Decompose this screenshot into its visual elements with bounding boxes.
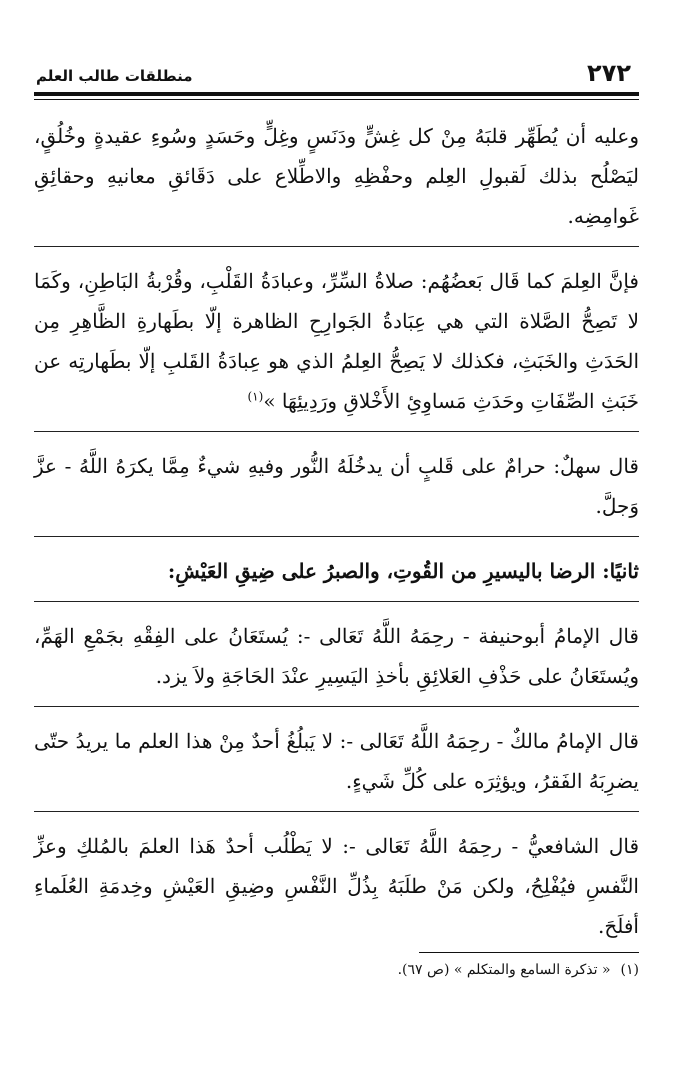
paragraph-divider bbox=[34, 536, 639, 537]
paragraph-purify-heart: وعليه أن يُطَهِّر قلبَهُ مِنْ كل غِشٍّ ودَنَسٍ وغِلٍّ وحَسَدٍ وسُوءِ عقيدةٍ وخُلُقٍ، ليَصْلُح بذلك لَقبولِ العِلم وحفْظِهِ والاطِّلاع على دَقَائقِ معانيهِ وحقائِقِ غَوامِضِه. bbox=[34, 124, 639, 228]
running-title: منطلقات طالب العلم bbox=[36, 67, 193, 85]
paragraph-sahl-quote: قال سهلٌ: حرامٌ على قَلبٍ أن يدخُلَهُ النُّور وفيهِ شيءٌ مِمَّا يكرَهُ اللَّهُ - عزَّ وَجلَّ. bbox=[34, 454, 639, 518]
footnote bbox=[34, 957, 639, 983]
page-number: ٢٧٢ bbox=[587, 59, 631, 87]
paragraph-knowledge-worship-text: فإنَّ العِلمَ كما قَال بَعضُهُم: صلاةُ السِّرِّ، وعبادَةُ القَلْبِ، وقُرْبةُ البَاطِنِ، وكَمَا لا تَصِحُّ الصَّلاة التي هي عِبَادةُ الجَوارِحِ الظاهرة إلّا بطَهارةِ الظَّاهِرِ مِن الحَدَثِ والخَبَثِ، فكذلك لا يَصِحُّ العِلمُ الذي هو عِبادَةُ القَلبِ إلّا بطَهارتِه عن خَبَثِ الصِّفَاتِ وحَدَثِ مَساوِئِ الأَخْلاقِ ورَدِيئِهَا » bbox=[34, 269, 639, 413]
paragraph-divider bbox=[34, 431, 639, 432]
paragraph-divider bbox=[34, 706, 639, 707]
header-rule-thin bbox=[34, 99, 639, 100]
quote-shafii: قال الشافعيُّ - رحِمَهُ اللَّهُ تَعَالى -: لا يَطْلُب أحدٌ هَذا العلمَ بالمُلكِ وعزِّ النَّفسِ فيُفْلِحُ، ولكن مَنْ طلَبَهُ بِذُلِّ النَّفْسِ وضِيقِ العَيْشِ وخِدمَةِ العُلَماءِ أفلَحَ. bbox=[34, 834, 639, 938]
quote-abu-hanifa: قال الإمامُ أبوحنيفة - رحِمَهُ اللَّهُ تَعَالى -: يُستَعَانُ على الفِقْهِ بجَمْعِ الهَمِّ، ويُستَعَانُ على حَذْفِ العَلائِقِ بأخذِ اليَسِيرِ عنْدَ الحَاجَةِ ولاَ يزد. bbox=[34, 624, 639, 688]
paragraph-knowledge-worship bbox=[34, 261, 639, 421]
paragraph-divider bbox=[34, 811, 639, 812]
book-page bbox=[34, 50, 639, 1060]
footnote-marker: (١) bbox=[247, 389, 264, 404]
header-rule-thick bbox=[34, 92, 639, 96]
footnote-number: (١) bbox=[620, 962, 639, 978]
quote-malik: قال الإمامُ مالكٌ - رحِمَهُ اللَّهُ تَعَالى -: لا يَبلُغُ أحدٌ مِنْ هذا العلم ما يريدُ حتّى يضرِبَهُ الفَقرُ، ويؤثِرَه على كُلِّ شَيءٍ. bbox=[34, 729, 639, 793]
section-heading: ثانيًا: الرضا باليسيرِ من القُوتِ، والصبرُ على ضِيقِ العَيْشِ: bbox=[167, 559, 639, 583]
paragraph-divider bbox=[34, 601, 639, 602]
footnote-rule bbox=[419, 952, 639, 953]
paragraph-divider bbox=[34, 246, 639, 247]
page-header bbox=[34, 50, 639, 88]
page-body bbox=[34, 116, 639, 946]
footnote-text: « تذكرة السامع والمتكلم » (ص ٦٧). bbox=[397, 962, 611, 978]
